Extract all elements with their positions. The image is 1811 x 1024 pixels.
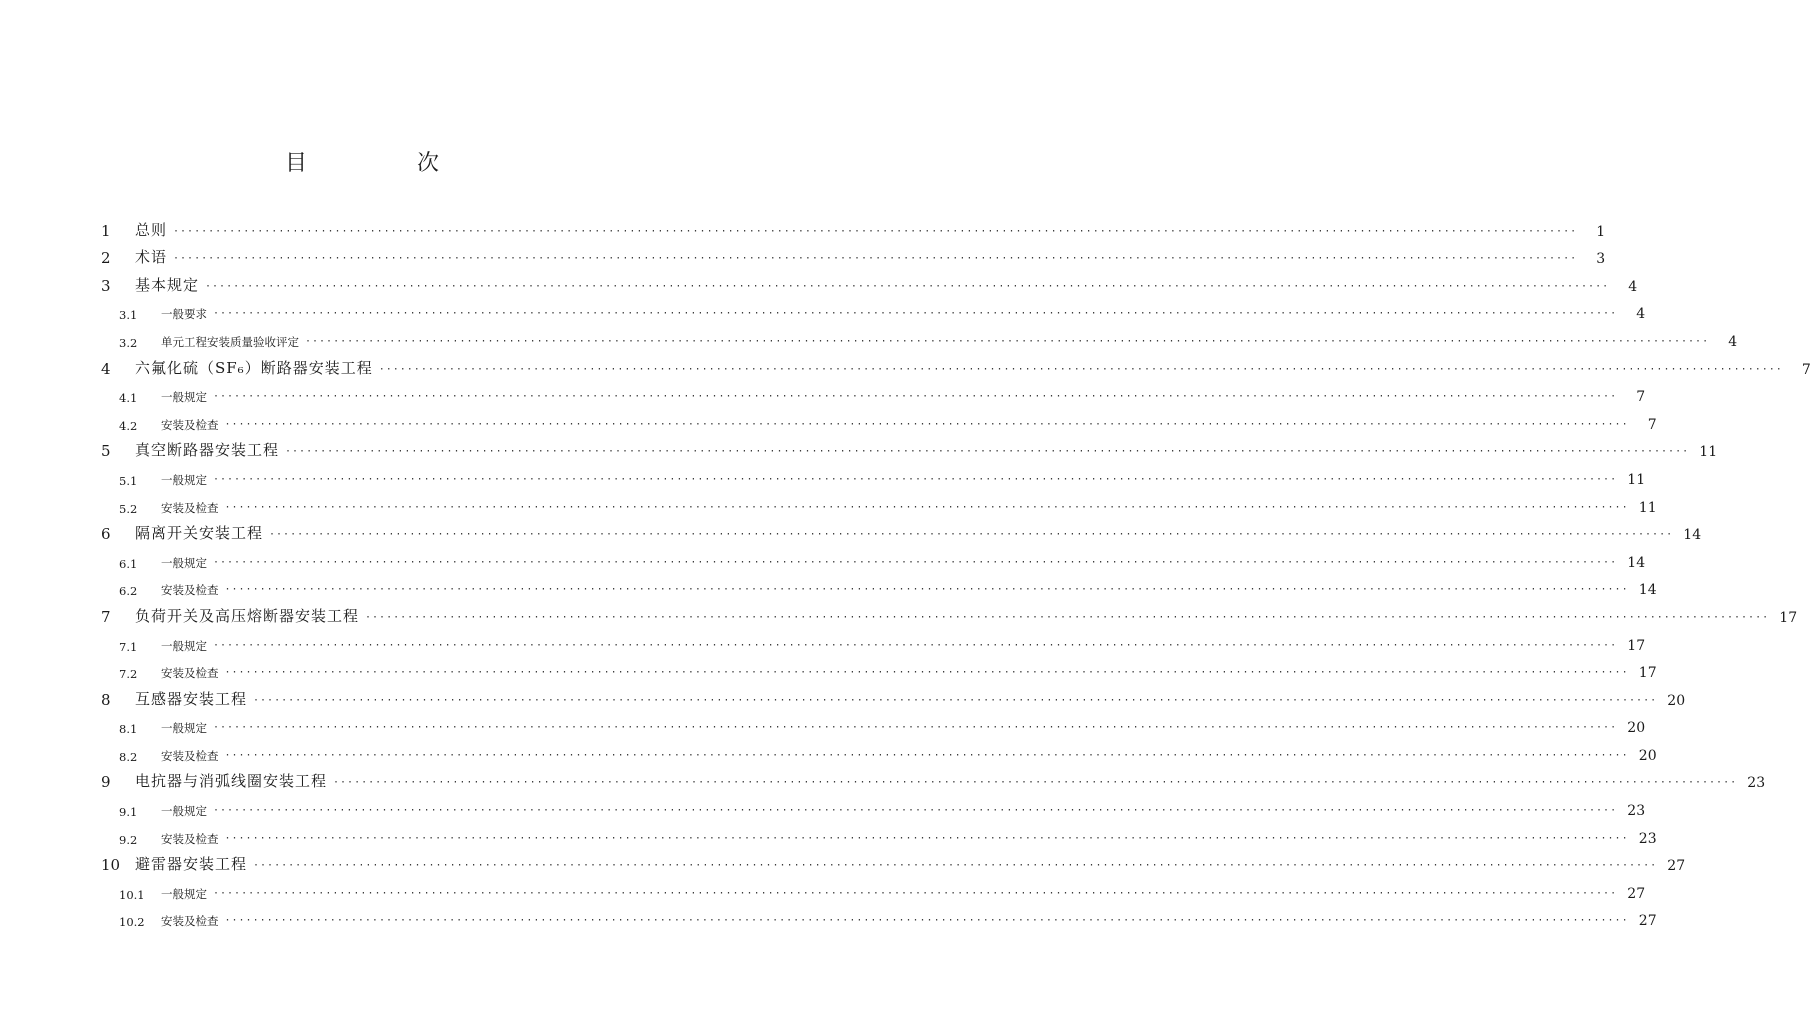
toc-entry[interactable] bbox=[101, 378, 1646, 406]
toc-entry-page-number: 27 bbox=[1627, 885, 1646, 902]
dot-leader: ········································································································································································································ bbox=[205, 280, 1610, 292]
toc-entry-label: 一般规定 bbox=[161, 886, 207, 901]
toc-entry-number: 4 bbox=[101, 359, 111, 378]
toc-entry-label: 真空断路器安装工程 bbox=[135, 441, 280, 460]
toc-entry-label: 总则 bbox=[135, 220, 168, 239]
toc-entry-number: 10.1 bbox=[119, 887, 145, 902]
toc-entry-page-number: 11 bbox=[1638, 499, 1657, 516]
toc-entry-page-number: 7 bbox=[1801, 361, 1811, 378]
table-of-contents bbox=[101, 212, 1811, 930]
toc-entry-label: 电抗器与消弧线圈安装工程 bbox=[135, 772, 328, 791]
dot-leader: ········································································································································································································ bbox=[213, 308, 1618, 320]
dot-leader: ········································································································································································································ bbox=[213, 473, 1618, 485]
dot-leader: ········································································································································································································ bbox=[213, 722, 1618, 734]
toc-entry[interactable] bbox=[101, 516, 1702, 544]
toc-entry[interactable] bbox=[101, 654, 1657, 682]
toc-entry-number: 5.1 bbox=[119, 473, 138, 488]
toc-entry-label: 六氟化硫（SF₆）断路器安装工程 bbox=[135, 358, 373, 377]
toc-entry-page-number: 11 bbox=[1627, 471, 1646, 488]
toc-entry-label: 一般规定 bbox=[161, 638, 207, 653]
toc-entry-number: 6 bbox=[101, 525, 111, 544]
dot-leader: ········································································································································································································ bbox=[253, 860, 1658, 872]
dot-leader: ········································································································································································································ bbox=[224, 418, 1629, 430]
toc-entry-number: 4.1 bbox=[119, 391, 138, 406]
toc-entry-label: 安装及检查 bbox=[161, 666, 219, 681]
toc-entry-label: 安装及检查 bbox=[161, 831, 219, 846]
toc-entry-label: 基本规定 bbox=[135, 275, 200, 294]
dot-leader: ········································································································································································································ bbox=[333, 777, 1738, 789]
dot-leader: ········································································································································································································ bbox=[224, 915, 1629, 927]
toc-entry[interactable] bbox=[101, 240, 1606, 268]
toc-entry-label: 安装及检查 bbox=[161, 583, 219, 598]
toc-entry[interactable] bbox=[101, 791, 1646, 820]
toc-entry[interactable] bbox=[101, 902, 1657, 930]
dot-leader: ········································································································································································································ bbox=[305, 335, 1710, 347]
toc-entry-page-number: 14 bbox=[1683, 527, 1702, 544]
toc-entry-number: 6.2 bbox=[119, 584, 138, 599]
toc-entry-label: 安装及检查 bbox=[161, 748, 219, 763]
toc-entry-label: 安装及检查 bbox=[161, 500, 219, 515]
toc-entry[interactable] bbox=[101, 543, 1646, 571]
toc-entry-number: 8.2 bbox=[119, 749, 138, 764]
toc-entry-number: 1 bbox=[101, 221, 111, 240]
toc-entry-label: 一般规定 bbox=[161, 721, 207, 736]
toc-entry-page-number: 23 bbox=[1638, 830, 1657, 847]
toc-entry[interactable] bbox=[101, 626, 1646, 654]
dot-leader: ········································································································································································································ bbox=[224, 749, 1629, 761]
toc-entry[interactable] bbox=[101, 350, 1811, 378]
toc-entry-page-number: 14 bbox=[1638, 582, 1657, 599]
dot-leader: ········································································································································································································ bbox=[365, 611, 1770, 623]
toc-entry-number: 10.2 bbox=[119, 915, 145, 930]
toc-entry[interactable] bbox=[101, 764, 1766, 792]
toc-entry-page-number: 4 bbox=[1636, 306, 1646, 323]
toc-entry-number: 8 bbox=[101, 690, 111, 709]
dot-leader: ········································································································································································································ bbox=[213, 556, 1618, 568]
toc-entry-page-number: 7 bbox=[1647, 416, 1657, 433]
toc-entry-label: 一般规定 bbox=[161, 472, 207, 487]
toc-entry-page-number: 27 bbox=[1638, 913, 1657, 930]
toc-entry[interactable] bbox=[101, 571, 1657, 599]
toc-entry-label: 一般规定 bbox=[161, 555, 207, 570]
toc-entry-label: 负荷开关及高压熔断器安装工程 bbox=[135, 606, 360, 625]
toc-entry-page-number: 17 bbox=[1627, 637, 1646, 654]
dot-leader: ········································································································································································································ bbox=[224, 584, 1629, 596]
toc-entry-page-number: 14 bbox=[1627, 554, 1646, 571]
dot-leader: ········································································································································································································ bbox=[173, 253, 1578, 265]
toc-entry-label: 一般要求 bbox=[161, 307, 207, 322]
toc-entry-page-number: 1 bbox=[1596, 223, 1606, 240]
toc-entry-label: 互感器安装工程 bbox=[135, 689, 248, 708]
page-title: 目 次 bbox=[284, 151, 483, 176]
toc-entry-label: 安装及检查 bbox=[161, 914, 219, 929]
toc-entry-number: 9.1 bbox=[119, 805, 138, 820]
toc-entry-page-number: 11 bbox=[1699, 444, 1718, 461]
toc-entry-number: 5 bbox=[101, 442, 111, 461]
dot-leader: ········································································································································································································ bbox=[253, 694, 1658, 706]
dot-leader: ········································································································································································································ bbox=[173, 225, 1578, 237]
toc-entry-number: 9 bbox=[101, 773, 111, 792]
toc-entry-number: 3.2 bbox=[119, 335, 138, 350]
toc-entry-number: 7 bbox=[101, 607, 111, 626]
toc-entry-number: 6.1 bbox=[119, 556, 138, 571]
toc-entry[interactable] bbox=[101, 847, 1686, 875]
toc-entry[interactable] bbox=[101, 433, 1718, 461]
dot-leader: ········································································································································································································ bbox=[213, 639, 1618, 651]
toc-entry-page-number: 7 bbox=[1636, 389, 1646, 406]
toc-entry-page-number: 23 bbox=[1627, 803, 1646, 820]
toc-entry[interactable] bbox=[101, 267, 1638, 295]
toc-entry-number: 4.2 bbox=[119, 418, 138, 433]
toc-entry-page-number: 4 bbox=[1728, 333, 1738, 350]
toc-entry-label: 单元工程安装质量验收评定 bbox=[161, 334, 299, 349]
toc-entry[interactable] bbox=[101, 212, 1606, 240]
toc-entry-page-number: 20 bbox=[1667, 692, 1686, 709]
dot-leader: ········································································································································································································ bbox=[269, 529, 1674, 541]
toc-entry-number: 7.1 bbox=[119, 639, 138, 654]
toc-entry[interactable] bbox=[101, 322, 1738, 350]
toc-entry-number: 7.2 bbox=[119, 667, 138, 682]
toc-entry-label: 一般规定 bbox=[161, 804, 207, 819]
toc-entry[interactable] bbox=[101, 488, 1657, 516]
toc-entry[interactable] bbox=[101, 460, 1646, 488]
toc-entry[interactable] bbox=[101, 736, 1657, 764]
toc-entry-number: 5.2 bbox=[119, 501, 138, 516]
toc-entry[interactable] bbox=[101, 598, 1798, 626]
toc-entry-page-number: 3 bbox=[1596, 251, 1606, 268]
toc-entry-number: 3 bbox=[101, 276, 111, 295]
toc-entry[interactable] bbox=[101, 681, 1686, 709]
toc-entry[interactable] bbox=[101, 295, 1646, 323]
toc-entry-number: 10 bbox=[101, 856, 121, 875]
toc-entry-number: 9.2 bbox=[119, 832, 138, 847]
dot-leader: ········································································································································································································ bbox=[213, 887, 1618, 899]
dot-leader: ········································································································································································································ bbox=[224, 832, 1629, 844]
toc-entry-number: 8.1 bbox=[119, 722, 138, 737]
toc-entry-label: 一般规定 bbox=[161, 390, 207, 405]
toc-entry-number: 2 bbox=[101, 249, 111, 268]
toc-entry[interactable] bbox=[101, 405, 1657, 433]
toc-entry-page-number: 4 bbox=[1628, 278, 1638, 295]
toc-entry[interactable] bbox=[101, 819, 1657, 847]
toc-entry-page-number: 23 bbox=[1747, 775, 1766, 792]
dot-leader: ········································································································································································································ bbox=[213, 391, 1618, 403]
toc-entry-page-number: 27 bbox=[1667, 858, 1686, 875]
toc-entry[interactable] bbox=[101, 874, 1646, 902]
toc-entry-number: 3.1 bbox=[119, 308, 138, 323]
toc-entry-page-number: 17 bbox=[1779, 609, 1798, 626]
toc-entry-label: 术语 bbox=[135, 248, 168, 267]
dot-leader: ········································································································································································································ bbox=[213, 805, 1618, 817]
dot-leader: ········································································································································································································ bbox=[285, 446, 1690, 458]
dot-leader: ········································································································································································································ bbox=[378, 363, 1783, 375]
toc-entry[interactable] bbox=[101, 709, 1646, 737]
toc-entry-page-number: 20 bbox=[1627, 720, 1646, 737]
toc-entry-page-number: 17 bbox=[1638, 665, 1657, 682]
toc-entry-label: 安装及检查 bbox=[161, 417, 219, 432]
dot-leader: ········································································································································································································ bbox=[224, 667, 1629, 679]
toc-entry-label: 避雷器安装工程 bbox=[135, 855, 248, 874]
dot-leader: ········································································································································································································ bbox=[224, 501, 1629, 513]
toc-entry-page-number: 20 bbox=[1638, 747, 1657, 764]
toc-entry-label: 隔离开关安装工程 bbox=[135, 524, 264, 543]
